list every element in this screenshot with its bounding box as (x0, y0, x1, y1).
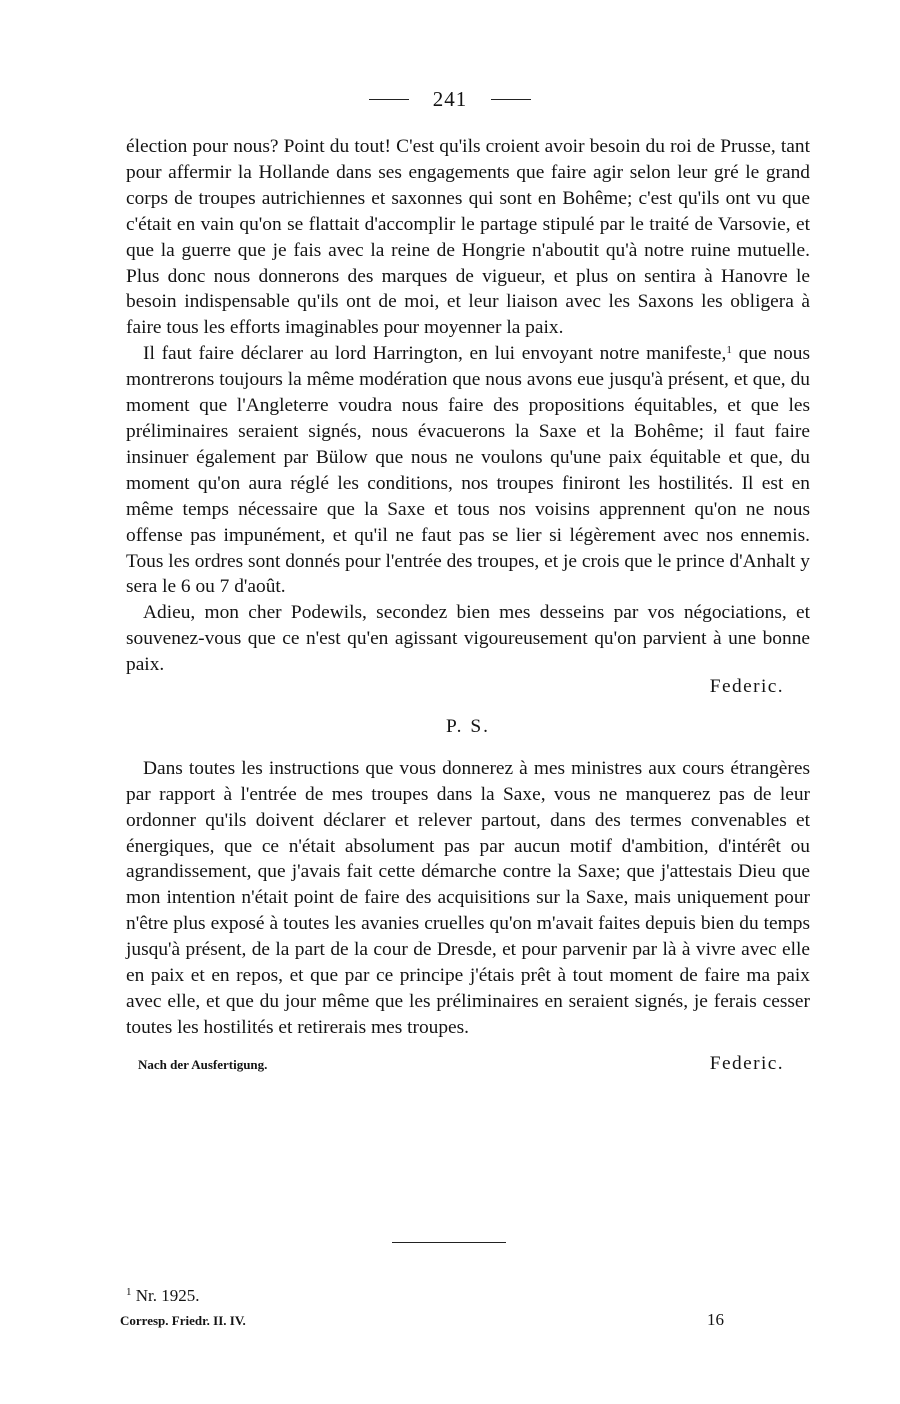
paragraph-2 (126, 341, 810, 600)
sheet-number: 16 (707, 1310, 724, 1329)
footnote-separator (392, 1242, 506, 1243)
header-rule-right (491, 99, 531, 100)
page-number: 241 (432, 86, 468, 111)
letter-body (126, 134, 810, 1078)
footnote-marker: 1 (126, 1286, 132, 1298)
page-header (0, 84, 900, 114)
signature-federic: Federic. (709, 676, 784, 698)
paragraph-1: élection pour nous? Point du tout! C'est qu'ils croient avoir besoin du roi de Prusse, tant pour affermir la Hollande dans ses engagements que faire agir selon leur gré le grand corps de troupes autrichiennes et saxonnes qui sont en Bohême; c'est qu'ils ont vu que c'était en vain qu'on se flattait d'accomplir le partage stipulé par le traité de Varsovie, et que la guerre que je fais avec la reine de Hongrie n'aboutit qu'à notre ruine mutuelle. Plus donc nous donnerons des marques de vigueur, et plus on sentira à Hanovre le besoin indispensable qu'ils ont de moi, et leur liaison avec les Saxons les obligera à faire tous les efforts imaginables pour moyenner la paix. (126, 136, 810, 339)
header-rule-left (369, 99, 409, 100)
paragraph-2-part-b: que nous montrerons toujours la même modération que nous avons eue jusqu'à présent, et que, du moment que l'Angleterre voudra nous faire des propositions équitables, et que les préliminaires seraient signés, nous évacuerons la Saxe et la Bohême; il faut faire insinuer également par Bülow que nous ne voulons qu'une paix équitable et que, du moment qu'on aura réglé les conditions, nos troupes finiront les hostilités. Il est en même temps nécessaire que la Saxe et tous nos voisins apprennent qu'on ne nous offense pas impunément, et qu'il ne faut pas se lier si légèrement avec nos ennemis. Tous les ordres sont donnés pour l'entrée des troupes, et je crois que le prince d'Anhalt y sera le 6 ou 7 d'août. (126, 343, 810, 598)
closing-line (126, 1051, 810, 1078)
postscript-heading: P. S. (446, 715, 490, 737)
paragraph-3: Adieu, mon cher Podewils, secondez bien mes desseins par vos négociations, et souvenez-vous que ce n'est qu'en agissant vigoureusement qu'on parvient à une bonne paix. (126, 602, 810, 676)
paragraph-2-part-a: Il faut faire déclarer au lord Harrington, en lui envoyant notre manifeste, (143, 343, 727, 365)
footer-source: Corresp. Friedr. II. IV. (120, 1313, 246, 1328)
footnote (126, 1286, 200, 1306)
page-footer (120, 1310, 724, 1330)
signature-federic-ps: Federic. (709, 1052, 784, 1074)
source-note: Nach der Ausfertigung. (138, 1056, 268, 1072)
postscript-paragraph: Dans toutes les instructions que vous donnerez à mes ministres aux cours étrangères par rapport à l'entrée de mes troupes dans la Saxe, vous ne manquerez pas de leur ordonner qu'ils doivent déclarer et relever partout, dans des termes convenables et énergiques, que ce n'était absolument pas par aucun motif d'ambition, d'intérêt ou agrandissement, que j'avais fait cette démarche contre la Saxe; que j'attestais Dieu que mon intention n'était point de faire des acquisitions sur la Saxe, mais uniquement pour n'être plus exposé à toutes les avanies cruelles qu'on m'avait faites depuis bien du temps jusqu'à présent, de la part de la cour de Dresde, et pour parvenir par là à vivre avec elle en paix et en repos, et que par ce principe j'étais prêt à tout moment de faire ma paix avec elle, et que du jour même que les préliminaires en seraient signés, je ferais cesser toutes les hostilités et retirerais mes troupes. (126, 757, 810, 1038)
footnote-reference: 1 (726, 344, 732, 357)
footnote-text: Nr. 1925. (135, 1286, 200, 1305)
